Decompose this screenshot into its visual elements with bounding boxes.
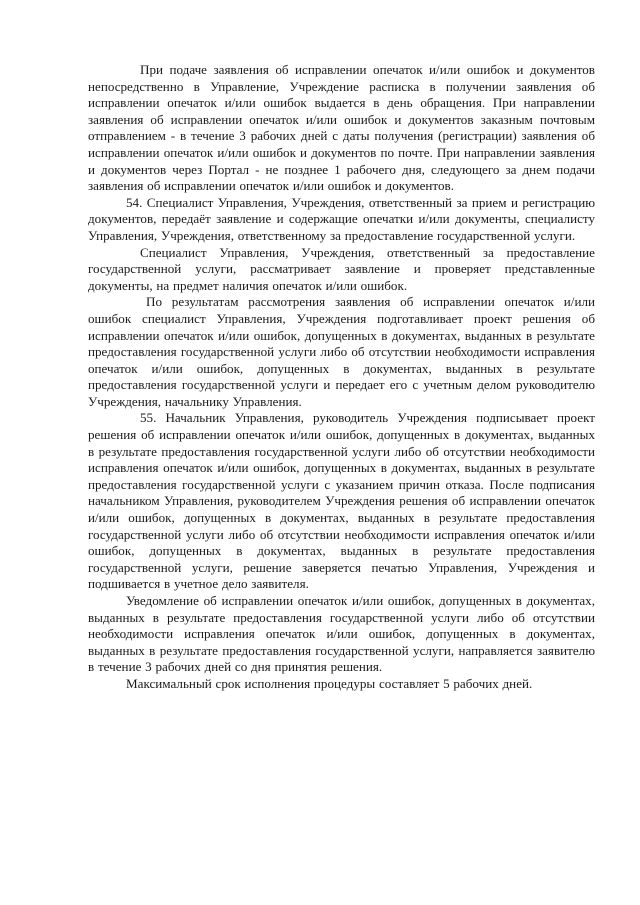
paragraph-notification: Уведомление об исправлении опечаток и/или ошибок, допущенных в документах, выданных в результате предоставления государственной услуги либо об отсутствии необходимости исправления опечаток и/или ошибок, допущенных в документах, выданных в результате предоставления государственной услуги, направляется заявителю в течение 3 рабочих дней со дня принятия решения. [88,593,595,675]
paragraph-55-signing: 55. Начальник Управления, руководитель Учреждения подписывает проект решения об исправлении опечаток и/или ошибок, допущенных в документах, выданных в результате предоставления государственной услуги либо об отсутствии необходимости исправления опечаток и/или ошибок, допущенных в документах, выданных в результате предоставления государственной услуги с указанием причин отказа. После подписания начальником Управления, руководителем Учреждения решения об исправлении опечаток и/или ошибок, допущенных в документах, выданных в результате предоставления государственной услуги либо об отсутствии необходимости исправления опечаток и/или ошибок, допущенных в документах, выданных в результате предоставления государственной услуги, решение заверяется печатью Управления, Учреждения и подшивается в учетное дело заявителя. [88,410,595,592]
paragraph-54-transfer: 54. Специалист Управления, Учреждения, ответственный за прием и регистрацию документов, передаёт заявление и содержащие опечатки и/или документы, специалисту Управления, Учреждения, ответственному за предоставление государственной услуги. [88,194,595,243]
document-page [88,62,595,693]
paragraph-max-duration: Максимальный срок исполнения процедуры составляет 5 рабочих дней. [126,675,533,691]
paragraph-receipt-issuance: При подаче заявления об исправлении опечаток и/или ошибок и документов непосредственно в Управление, Учреждение расписка в получении заявления об исправлении опечаток и/или ошибок выдается в день обращения. При направлении заявления об исправлении опечаток и/или ошибок и документов заказным почтовым отправлением - в течение 3 рабочих дней с даты получения (регистрации) заявления об исправлении опечаток и/или ошибок и документов по почте. При направлении заявления и документов через Портал - не позднее 1 рабочего дня, следующего за днем подачи заявления об исправлении опечаток и/или ошибок и документов. [88,62,595,194]
paragraph-draft-decision: По результатам рассмотрения заявления об исправлении опечаток и/или ошибок специалист Управления, Учреждения подготавливает проект решения об исправлении опечаток и/или ошибок, допущенных в документах, выданных в результате предоставления государственной услуги либо об отсутствии необходимости исправления опечаток и/или ошибок, допущенных в документах, выданных в результате предоставления государственной услуги и передает его с учетным делом руководителю Учреждения, начальнику Управления. [88,294,595,409]
paragraph-specialist-review: Специалист Управления, Учреждения, ответственный за предоставление государственной услуги, рассматривает заявление и проверяет представленные документы, на предмет наличия опечаток и/или ошибок. [88,244,595,293]
